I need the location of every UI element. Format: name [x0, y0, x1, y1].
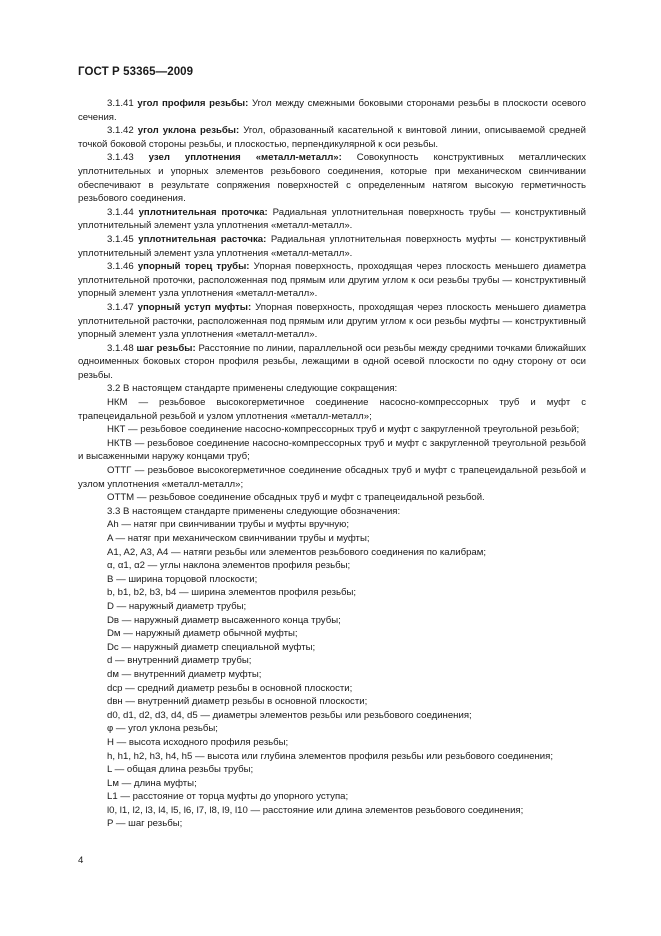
symbol-item: A1, A2, A3, A4 — натяги резьбы или элементов резьбового соединения по калибрам; — [107, 546, 487, 558]
definition-text: Совокупность конструктивных металлических уплотнительных и упорных элементов резьбового соединения, которые при механическом свинчивании обеспечивают в результате сопряжения поверхностей с определенным натягом высокую герметичность резьбового соединения. — [78, 152, 586, 205]
symbol-item: dвн — внутренний диаметр резьбы в основной плоскости; — [107, 696, 368, 708]
abbreviations-intro: 3.2 В настоящем стандарте применены следующие сокращения: — [107, 383, 398, 395]
symbol-item: Dс — наружный диаметр специальной муфты; — [107, 641, 316, 653]
definition-term: уплотнительная расточка: — [138, 233, 267, 245]
definition-text: Угол, образованный касательной к винтовой линии, описываемой средней точкой боковой стороны резьбы, и плоскостью, перпендикулярной к оси резьбы. — [78, 125, 586, 150]
definition-text: Упорная поверхность, проходящая через плоскость меньшего диаметра уплотнительной расточки, расположенная под прямым или другим углом к оси резьбы муфты — конструктивный упорный элемент узла уплотнения «металл-металл». — [78, 301, 587, 341]
definition-text: Радиальная уплотнительная поверхность трубы — конструктивный уплотнительный элемент узла уплотнения «металл-металл». — [78, 206, 586, 232]
definition-term: упорный торец трубы: — [137, 261, 250, 273]
definition-item — [78, 124, 586, 151]
symbol-item: H — высота исходного профиля резьбы; — [107, 736, 289, 748]
definitions-list — [78, 97, 586, 382]
symbol-item: Ah — натяг при свинчивании трубы и муфты вручную; — [107, 519, 350, 531]
definition-term: угол профиля резьбы: — [137, 98, 249, 109]
definition-number: 3.1.47 — [107, 301, 134, 313]
abbreviations-list — [78, 396, 586, 505]
abbreviation-item: НКТВ — резьбовое соединение насосно-компрессорных труб и муфт с закругленной треугольной резьбой и высаженными наружу концами труб; — [78, 437, 586, 463]
symbols-intro: 3.3 В настоящем стандарте применены следующие обозначения: — [107, 505, 401, 517]
definition-term: узел уплотнения «металл-металл»: — [148, 152, 342, 164]
page-number: 4 — [78, 855, 84, 866]
symbol-item: dср — средний диаметр резьбы в основной плоскости; — [107, 682, 353, 694]
definition-number: 3.1.48 — [107, 342, 134, 354]
symbol-item: D — наружный диаметр трубы; — [107, 600, 247, 612]
abbreviation-item: ОТТМ — резьбовое соединение обсадных труб и муфт с трапецеидальной резьбой. — [107, 492, 485, 504]
symbols-list — [78, 518, 586, 831]
definition-term: уплотнительная проточка: — [138, 206, 268, 218]
definition-text: Упорная поверхность, проходящая через плоскость меньшего диаметра уплотнительной проточки, расположенная под прямым или другим углом к оси резьбы трубы — конструктивный упорный элемент узла уплотнения «металл-металл». — [78, 261, 586, 300]
symbol-item: h, h1, h2, h3, h4, h5 — высота или глубина элементов профиля резьбы или резьбового соединения; — [107, 750, 553, 762]
abbreviation-item: НКМ — резьбовое высокогерметичное соединение насосно-компрессорных труб и муфт с трапецеидальной резьбой и узлом уплотнения «металл-металл»; — [78, 397, 586, 422]
symbol-item: φ — угол уклона резьбы; — [107, 723, 218, 735]
definition-item — [78, 260, 586, 301]
definition-number: 3.1.42 — [107, 125, 134, 137]
document-body — [78, 97, 586, 831]
definition-item — [78, 233, 586, 260]
document-id: ГОСТ Р 53365—2009 — [78, 66, 194, 78]
definition-number: 3.1.46 — [107, 261, 134, 273]
definition-number: 3.1.41 — [107, 98, 134, 109]
definition-text: Радиальная уплотнительная поверхность муфты — конструктивный уплотнительный элемент узла уплотнения «металл-металл». — [78, 233, 586, 259]
definition-text: Угол между смежными боковыми сторонами резьбы в плоскости осевого сечения. — [78, 98, 586, 123]
symbol-item: Dм — наружный диаметр обычной муфты; — [107, 628, 298, 640]
definition-item — [78, 206, 586, 233]
definition-term: упорный уступ муфты: — [137, 301, 252, 313]
definition-number: 3.1.45 — [107, 233, 134, 245]
definition-item — [78, 301, 586, 342]
abbreviation-item: ОТТГ — резьбовое высокогерметичное соединение обсадных труб и муфт с трапецеидальной резьбой и узлом уплотнения «металл-металл»; — [78, 465, 586, 490]
definition-number: 3.1.44 — [107, 206, 134, 218]
symbol-item: d0, d1, d2, d3, d4, d5 — диаметры элементов резьбы или резьбового соединения; — [107, 709, 472, 721]
symbol-item: Lм — длина муфты; — [107, 777, 197, 789]
symbol-item: L — общая длина резьбы трубы; — [107, 764, 254, 776]
symbol-item: b, b1, b2, b3, b4 — ширина элементов профиля резьбы; — [107, 587, 357, 599]
definition-term: шаг резьбы: — [136, 342, 196, 354]
definition-term: угол уклона резьбы: — [137, 125, 240, 137]
symbol-item: Dв — наружный диаметр высаженного конца трубы; — [107, 614, 341, 626]
symbol-item: A — натяг при механическом свинчивании трубы и муфты; — [107, 533, 370, 544]
symbol-item: B — ширина торцовой плоскости; — [107, 573, 258, 585]
symbol-item: P — шаг резьбы; — [107, 818, 183, 830]
definition-item — [78, 97, 586, 124]
definition-item — [78, 151, 586, 205]
definition-text: Расстояние по линии, параллельной оси резьбы между средними точками ближайших одноименных боковых сторон профиля резьбы, лежащими в одной осевой плоскости по одну сторону от оси резьбы. — [78, 342, 587, 381]
symbol-item: L1 — расстояние от торца муфты до упорного уступа; — [107, 791, 349, 803]
definition-number: 3.1.43 — [107, 152, 134, 164]
symbol-item: α, α1, α2 — углы наклона элементов профиля резьбы; — [107, 560, 351, 572]
symbol-item: d — внутренний диаметр трубы; — [107, 655, 252, 667]
abbreviation-item: НКТ — резьбовое соединение насосно-компрессорных труб и муфт с закругленной треугольной резьбой; — [107, 424, 580, 436]
definition-item — [78, 342, 586, 383]
symbol-item: dм — внутренний диаметр муфты; — [107, 668, 262, 680]
symbol-item: l0, l1, l2, l3, l4, l5, l6, l7, l8, l9, l10 — расстояние или длина элементов резьбового соединения; — [107, 804, 524, 816]
